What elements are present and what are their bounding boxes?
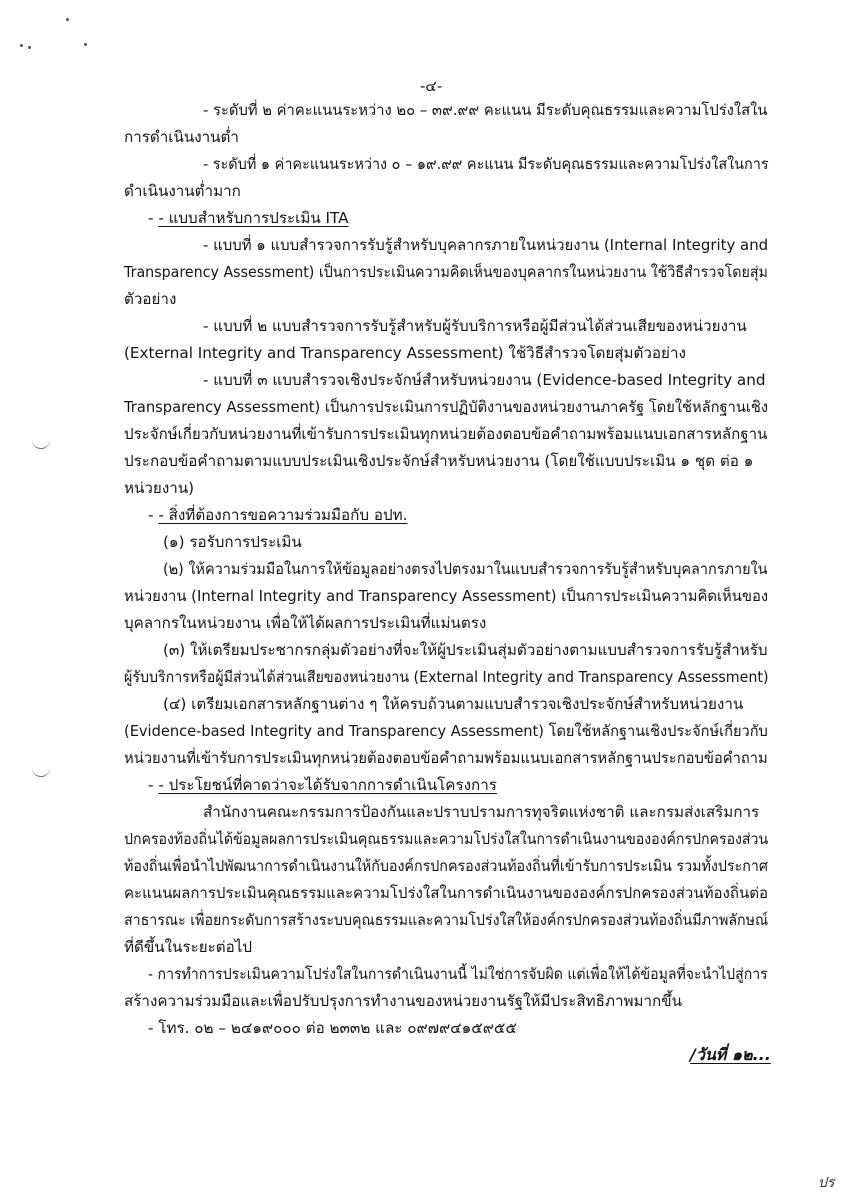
scan-speck	[28, 46, 31, 49]
text-line: บุคลากรในหน่วยงาน เพื่อให้ได้ผลการประเมินที่แม่นตรง	[124, 614, 487, 632]
text-line: หน่วยงาน)	[124, 479, 195, 497]
text-line: ท้องถิ่นเพื่อนำไปพัฒนาการดำเนินงานให้กับองค์กรปกครองส่วนท้องถิ่นที่เข้ารับการประเมิน รวมทั้งประกาศ	[124, 857, 768, 875]
text-line: - การทำการประเมินความโปร่งใสในการดำเนินงานนี้ ไม่ใช่การจับผิด แต่เพื่อให้ได้ข้อมูลที่จะนำไปสู่การ	[148, 965, 768, 983]
text-line: ประจักษ์เกี่ยวกับหน่วยงานที่เข้ารับการประเมินทุกหน่วยต้องตอบข้อคำถามพร้อมแนบเอกสารหลักฐาน	[124, 425, 768, 443]
section-heading-text: - แบบสำหรับการประเมิน ITA	[158, 209, 349, 227]
section-heading: - - แบบสำหรับการประเมิน ITA	[148, 209, 349, 227]
text-line: คะแนนผลการประเมินคุณธรรมและความโปร่งใสในการดำเนินงานขององค์กรปกครองส่วนท้องถิ่นต่อ	[124, 884, 769, 902]
text-line: หน่วยงานที่เข้ารับการประเมินทุกหน่วยต้องตอบข้อคำถามพร้อมแนบเอกสารหลักฐานประกอบข้อคำถาม	[124, 749, 768, 767]
scan-speck	[84, 43, 87, 46]
text-line: - แบบที่ ๑ แบบสำรวจการรับรู้สำหรับบุคลากรภายในหน่วยงาน (Internal Integrity and	[203, 236, 769, 254]
next-page-reference	[690, 1043, 771, 1068]
next-page-reference-text: /วันที่ ๑๒...	[690, 1045, 771, 1064]
text-line: (๑) รอรับการประเมิน	[163, 533, 302, 551]
section-heading: - - สิ่งที่ต้องการขอความร่วมมือกับ อปท.	[148, 506, 408, 524]
text-line: (Evidence-based Integrity and Transparency Assessment) โดยใช้หลักฐานเชิงประจักษ์เกี่ยวกับ	[124, 722, 768, 740]
scan-speck	[66, 18, 69, 21]
text-line: - แบบที่ ๒ แบบสำรวจการรับรู้สำหรับผู้รับบริการหรือผู้มีส่วนได้ส่วนเสียของหน่วยงาน	[203, 317, 747, 335]
punch-hole-mark	[32, 766, 50, 777]
text-line: - แบบที่ ๓ แบบสำรวจเชิงประจักษ์สำหรับหน่วยงาน (Evidence-based Integrity and	[203, 371, 766, 389]
text-line: (๓) ให้เตรียมประชากรกลุ่มตัวอย่างที่จะให้ผู้ประเมินสุ่มตัวอย่างตามแบบสำรวจการรับรู้สำหรับ	[163, 641, 768, 659]
text-line: ผู้รับบริการหรือผู้มีส่วนได้ส่วนเสียของหน่วยงาน (External Integrity and Transparency Assessment)	[124, 668, 769, 686]
section-heading: - - ประโยชน์ที่คาดว่าจะได้รับจากการดำเนินโครงการ	[148, 776, 497, 794]
text-line: - โทร. ๐๒ – ๒๔๑๙๐๐๐ ต่อ ๒๓๓๒ และ ๐๙๗๙๔๑๕๙๕๕	[148, 1019, 517, 1037]
text-line: (๒) ให้ความร่วมมือในการให้ข้อมูลอย่างตรงไปตรงมาในแบบสำรวจการรับรู้สำหรับบุคลากรภายใน	[163, 560, 768, 578]
text-line: ตัวอย่าง	[124, 290, 177, 308]
text-line: Transparency Assessment) เป็นการประเมินความคิดเห็นของบุคลากรในหน่วยงาน ใช้วิธีสำรวจโดยสุ่ม	[124, 263, 768, 281]
text-line: (External Integrity and Transparency Assessment) ใช้วิธีสำรวจโดยสุ่มตัวอย่าง	[124, 344, 686, 362]
text-line: สาธารณะ เพื่อยกระดับการสร้างระบบคุณธรรมและความโปร่งใสให้องค์กรปกครองส่วนท้องถิ่นมีภาพลักษณ์	[124, 911, 769, 929]
handwritten-initials: ปร	[818, 1175, 835, 1191]
section-heading-text: - ประโยชน์ที่คาดว่าจะได้รับจากการดำเนินโครงการ	[158, 776, 497, 794]
text-line: ดำเนินงานต่ำมาก	[124, 182, 241, 200]
text-line: ปกครองท้องถิ่นได้ข้อมูลผลการประเมินคุณธรรมและความโปร่งใสในการดำเนินงานขององค์กรปกครองส่วน	[124, 830, 769, 848]
section-heading-text: - สิ่งที่ต้องการขอความร่วมมือกับ อปท.	[158, 506, 408, 524]
text-line: หน่วยงาน (Internal Integrity and Transparency Assessment) เป็นการประเมินความคิดเห็นของ	[124, 587, 769, 605]
text-line: ประกอบข้อคำถามตามแบบประเมินเชิงประจักษ์สำหรับหน่วยงาน (โดยใช้แบบประเมิน ๑ ชุด ต่อ ๑	[124, 452, 754, 470]
text-line: Transparency Assessment) เป็นการประเมินการปฏิบัติงานของหน่วยงานภาครัฐ โดยใช้หลักฐานเชิง	[124, 398, 768, 416]
text-line: (๔) เตรียมเอกสารหลักฐานต่าง ๆ ให้ครบถ้วนตามแบบสำรวจเชิงประจักษ์สำหรับหน่วยงาน	[163, 695, 744, 713]
page-number: -๔-	[420, 77, 443, 95]
text-line: - ระดับที่ ๒ ค่าคะแนนระหว่าง ๒๐ – ๓๙.๙๙ คะแนน มีระดับคุณธรรมและความโปร่งใสใน	[203, 101, 768, 119]
text-line: สร้างความร่วมมือและเพื่อปรับปรุงการทำงานของหน่วยงานรัฐให้มีประสิทธิภาพมากขึ้น	[124, 992, 682, 1010]
text-line: การดำเนินงานต่ำ	[124, 128, 239, 146]
text-line: ที่ดีขึ้นในระยะต่อไป	[124, 938, 253, 956]
text-line: สำนักงานคณะกรรมการป้องกันและปราบปรามการทุจริตแห่งชาติ และกรมส่งเสริมการ	[203, 803, 760, 821]
punch-hole-mark	[32, 438, 50, 449]
scan-speck	[20, 44, 23, 47]
text-line: - ระดับที่ ๑ ค่าคะแนนระหว่าง ๐ – ๑๙.๙๙ คะแนน มีระดับคุณธรรมและความโปร่งใสในการ	[203, 155, 769, 173]
